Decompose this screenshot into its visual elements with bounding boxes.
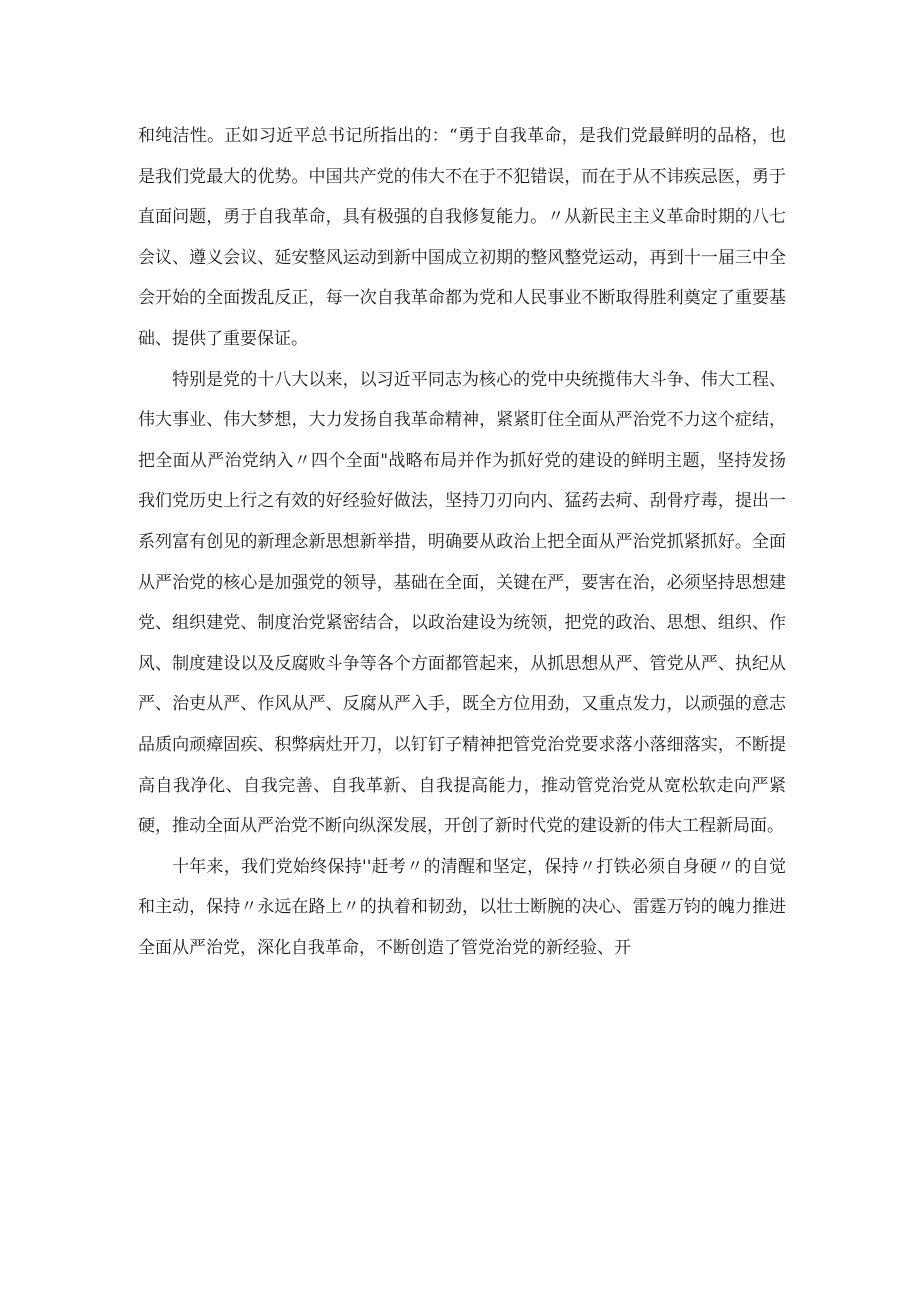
paragraph-1: 和纯洁性。正如习近平总书记所指出的：“勇于自我革命，是我们党最鲜明的品格，也是我们党最大的优势。中国共产党的伟大不在于不犯错误，而在于从不讳疾忌医，勇于直面问题，勇于自我革命，具有极强的自我修复能力。〃从新民主主义革命时期的八七会议、遵义会议、延安整风运动到新中国成立初期的整风整党运动，再到十一届三中全会开始的全面拨乱反正，每一次自我革命都为党和人民事业不断取得胜利奠定了重要基础、提供了重要保证。 bbox=[138, 126, 786, 349]
document-page bbox=[138, 116, 786, 968]
paragraph-2: 特别是党的十八大以来，以习近平同志为核心的党中央统揽伟大斗争、伟大工程、伟大事业、伟大梦想，大力发扬自我革命精神，紧紧盯住全面从严治党不力这个症结，把全面从严治党纳入〃四个全面"战略布局并作为抓好党的建设的鲜明主题，坚持发扬我们党历史上行之有效的好经验好做法，坚持刀刃向内、猛药去疴、刮骨疗毒，提出一系列富有创见的新理念新思想新举措，明确要从政治上把全面从严治党抓紧抓好。全面从严治党的核心是加强党的领导，基础在全面，关键在严，要害在治，必须坚持思想建党、组织建党、制度治党紧密结合，以政治建设为统领，把党的政治、思想、组织、作风、制度建设以及反腐败斗争等各个方面都管起来，从抓思想从严、管党从严、执纪从严、治吏从严、作风从严、反腐从严入手，既全方位用劲，又重点发力，以顽强的意志品质向顽瘴固疾、积弊病灶开刀，以钉钉子精神把管党治党要求落小落细落实，不断提高自我净化、自我完善、自我革新、自我提高能力，推动管党治党从宽松软走向严紧硬，推动全面从严治党不断向纵深发展，开创了新时代党的建设新的伟大工程新局面。 bbox=[138, 369, 786, 837]
paragraph-3: 十年来，我们党始终保持''赶考〃的清醒和坚定，保持〃打铁必须自身硬〃的自觉和主动，保持〃永远在路上〃的执着和韧劲，以壮士断腕的决心、雷霆万钧的魄力推进全面从严治党，深化自我革命，不断创造了管党治党的新经验、开 bbox=[138, 856, 786, 958]
